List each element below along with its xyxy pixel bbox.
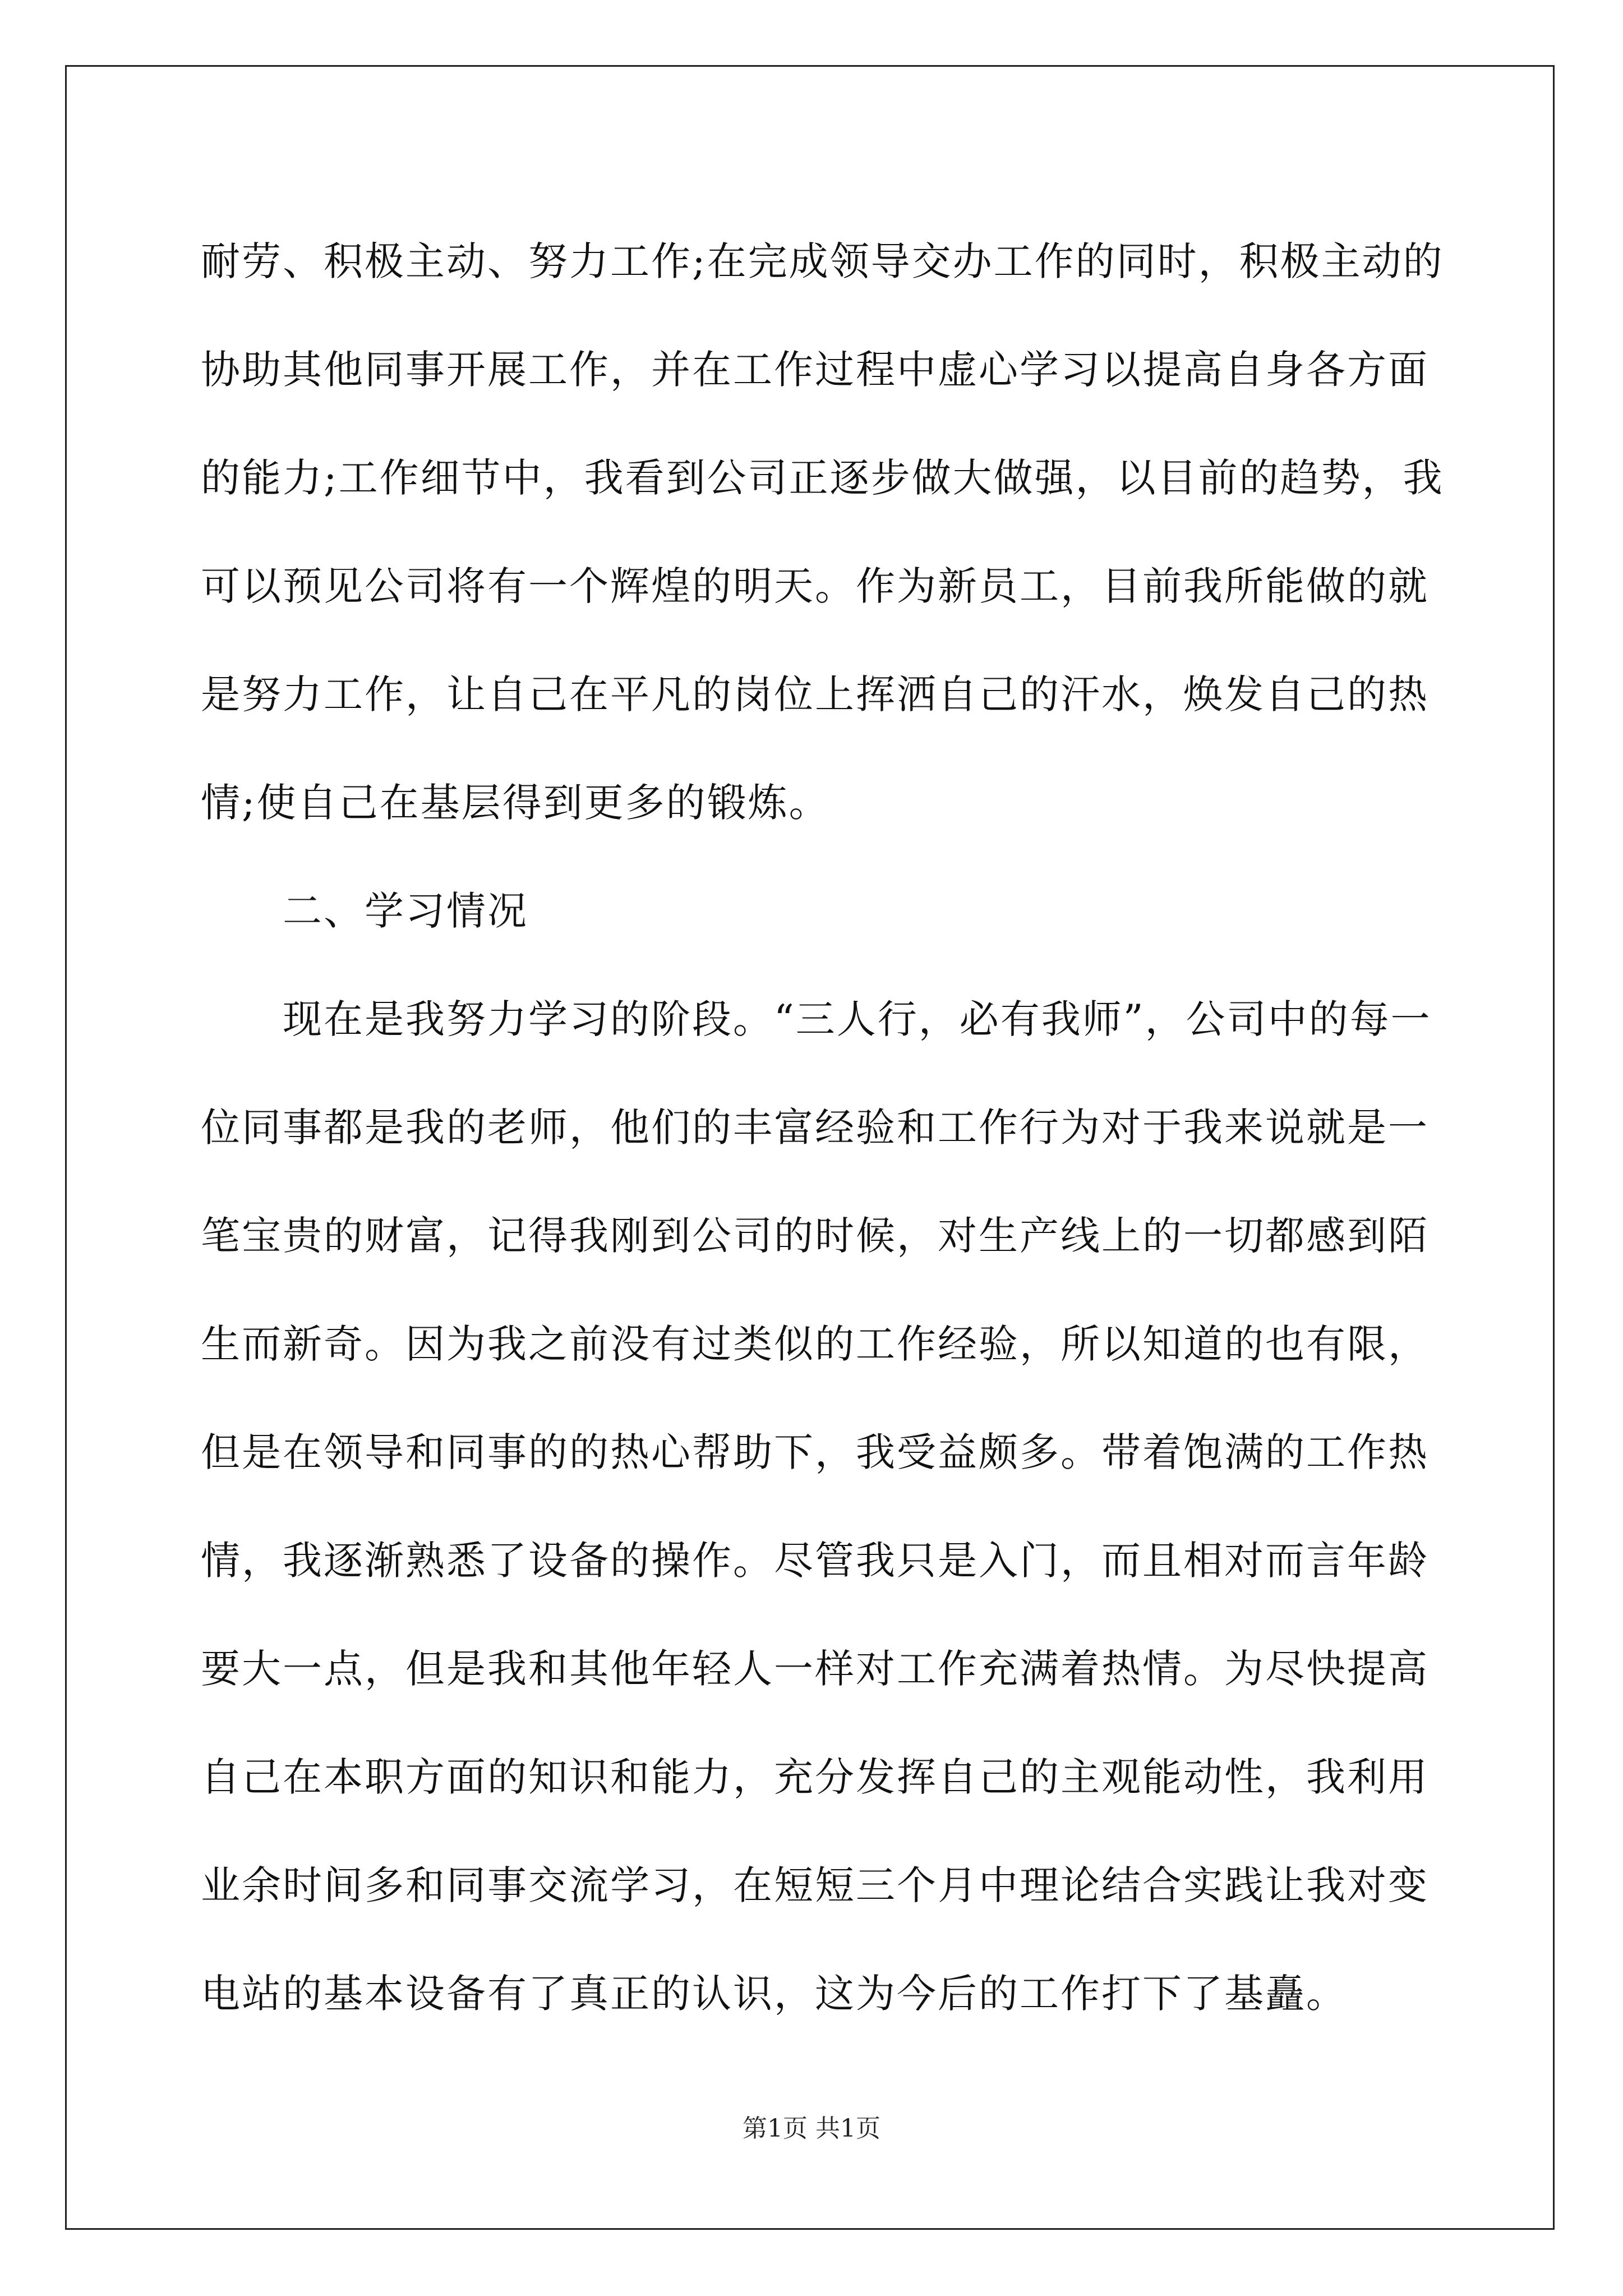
text-line: 是努力工作，让自己在平凡的岗位上挥洒自己的汗水，焕发自己的热 <box>201 671 1429 717</box>
text-line: 协助其他同事开展工作，并在工作过程中虚心学习以提高自身各方面 <box>201 347 1429 393</box>
text-line: 可以预见公司将有一个辉煌的明天。作为新员工，目前我所能做的就 <box>201 563 1429 609</box>
text-line: 业余时间多和同事交流学习，在短短三个月中理论结合实践让我对变 <box>201 1862 1429 1908</box>
text-line: 情;使自己在基层得到更多的锻炼。 <box>201 780 830 826</box>
text-line: 耐劳、积极主动、努力工作;在完成领导交办工作的同时，积极主动的 <box>201 238 1444 284</box>
text-line: 位同事都是我的老师，他们的丰富经验和工作行为对于我来说就是一 <box>201 1105 1429 1151</box>
text-line: 要大一点，但是我和其他年轻人一样对工作充满着热情。为尽快提高 <box>201 1646 1429 1692</box>
text-line: 自己在本职方面的知识和能力，充分发挥自己的主观能动性，我利用 <box>201 1754 1429 1800</box>
text-line: 二、学习情况 <box>283 888 528 934</box>
page-number-label: 第1页 共1页 <box>743 2114 880 2143</box>
document-body <box>201 208 1444 2048</box>
text-line: 的能力;工作细节中，我看到公司正逐步做大做强，以目前的趋势，我 <box>201 455 1444 501</box>
text-line: 电站的基本设备有了真正的认识，这为今后的工作打下了基矗。 <box>201 1971 1347 2017</box>
page-footer <box>0 2112 1623 2146</box>
text-line: 生而新奇。因为我之前没有过类似的工作经验，所以知道的也有限， <box>201 1321 1429 1367</box>
text-line: 笔宝贵的财富，记得我刚到公司的时候，对生产线上的一切都感到陌 <box>201 1213 1429 1259</box>
text-line: 但是在领导和同事的的热心帮助下，我受益颇多。带着饱满的工作热 <box>201 1429 1429 1475</box>
text-line: 现在是我努力学习的阶段。“三人行，必有我师”，公司中的每一 <box>283 996 1432 1042</box>
text-line: 情，我逐渐熟悉了设备的操作。尽管我只是入门，而且相对而言年龄 <box>201 1538 1429 1584</box>
